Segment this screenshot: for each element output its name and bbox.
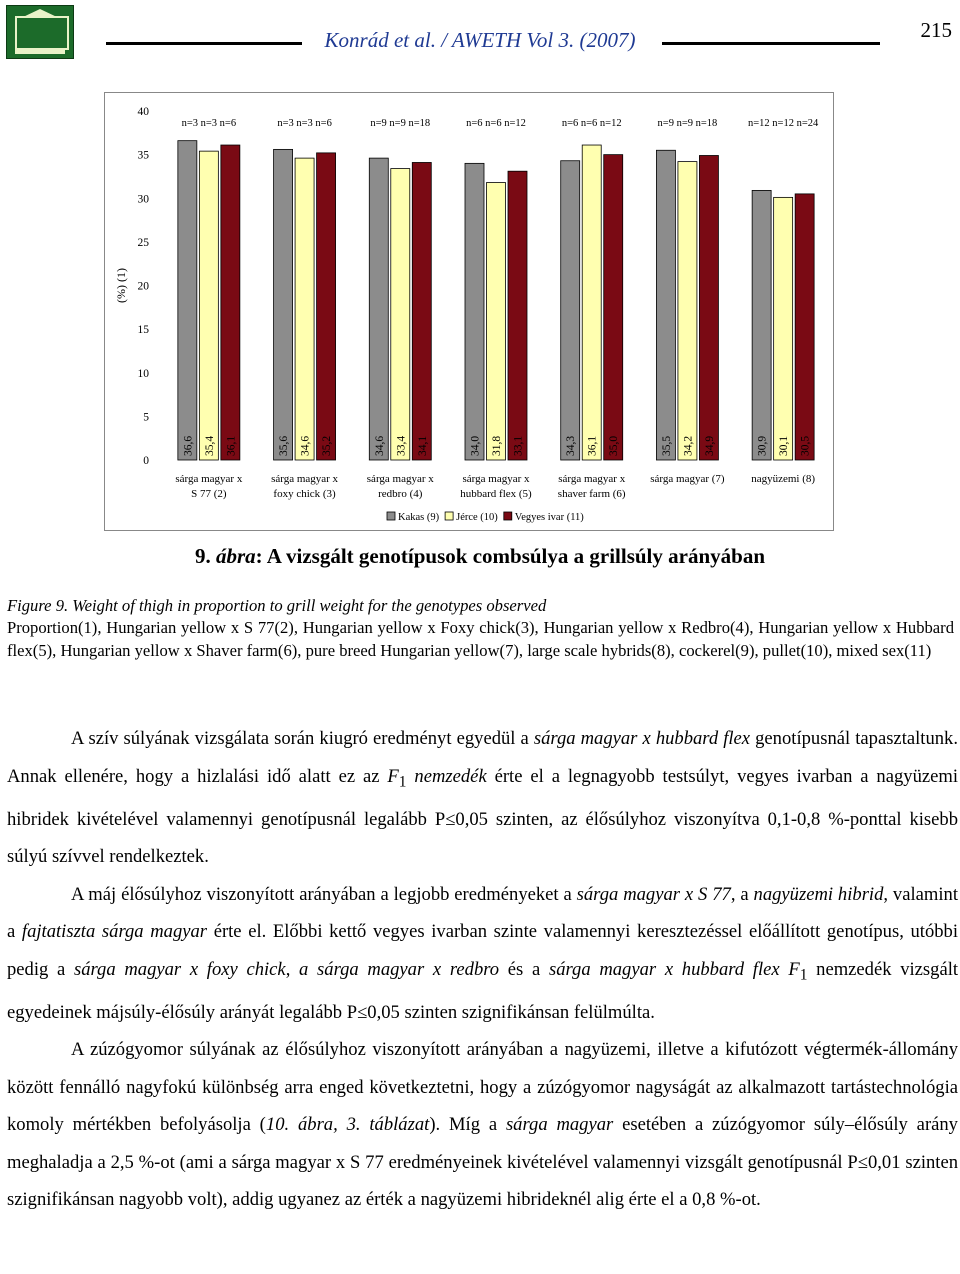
y-tick-label: 5: [143, 411, 149, 424]
bar: [178, 141, 197, 460]
data-label: 35,2: [321, 435, 334, 456]
data-label: 30,5: [799, 435, 812, 456]
n-label: n=6 n=6 n=12: [561, 118, 622, 129]
body-text: [7, 720, 958, 1219]
bar: [774, 197, 793, 460]
data-label: 34,3: [565, 435, 578, 456]
data-label: 36,1: [225, 435, 238, 456]
category-label: S 77 (2): [191, 488, 227, 500]
n-label: n=9 n=9 n=18: [370, 118, 431, 129]
data-label: 33,1: [512, 435, 525, 456]
bar: [199, 151, 218, 460]
bar: [274, 149, 293, 460]
y-tick-label: 10: [137, 367, 149, 380]
y-tick-label: 0: [143, 455, 149, 467]
bar: [795, 194, 814, 460]
n-label: n=12 n=12 n=24: [748, 118, 819, 129]
paragraph-2: A máj élősúlyhoz viszonyított arányában a legjobb eredményeket a sárga magyar x S 77, a nagyüzemi hibrid, valamint a fajtatiszta sárga magyar érte el. Előbbi kettő vegyes ivarban szinte valamennyi keresztezéssel előállított genotípus, utóbbi pedig a sárga magyar x foxy chick, a sárga magyar x redbro és a sárga magyar x hubbard flex $F_1$ nemzedék vizsgált egyedeinek májsúly-élősúly arányát legalább P≤0,05 szinten szignifikánsan felülmúlta.: [7, 883, 959, 1023]
n-label: n=9 n=9 n=18: [657, 118, 718, 129]
bar: [221, 145, 240, 460]
bar: [412, 162, 431, 460]
bar: [317, 153, 336, 460]
legend-label: Kakas (9): [398, 512, 440, 523]
figure-number: 9.: [194, 544, 211, 568]
y-tick-label: 20: [137, 280, 149, 293]
category-label: shaver farm (6): [557, 488, 626, 500]
figure-abra: ábra: [215, 544, 256, 568]
bar: [561, 161, 580, 460]
category-label: sárga magyar x: [366, 473, 434, 485]
data-label: 36,1: [586, 435, 599, 456]
legend-label: Vegyes ivar (11): [514, 512, 584, 523]
n-label: n=6 n=6 n=12: [466, 118, 526, 129]
bar: [582, 145, 601, 460]
data-label: 34,2: [682, 435, 695, 456]
data-label: 35,4: [203, 435, 216, 456]
n-label: n=3 n=3 n=6: [277, 118, 332, 129]
category-label: sárga magyar x: [462, 473, 530, 485]
legend-swatch: [445, 512, 453, 520]
data-label: 34,1: [416, 435, 429, 456]
y-tick-label: 40: [137, 106, 149, 118]
figure-caption-text: : A vizsgált genotípusok combsúlya a grillsúly arányában: [255, 544, 766, 568]
legend-swatch: [387, 512, 395, 520]
category-label: nagyüzemi (8): [751, 473, 816, 485]
bar: [391, 169, 410, 460]
bar: [369, 158, 388, 460]
category-label: foxy chick (3): [273, 488, 336, 500]
data-label: 35,0: [608, 435, 621, 456]
bar: [465, 163, 484, 460]
running-header: Konrád et al. / AWETH Vol 3. (2007): [324, 28, 636, 52]
figure-caption-english-legend: Proportion(1), Hungarian yellow x S 77(2), Hungarian yellow x Foxy chick(3), Hungarian yellow x Redbro(4), Hungarian yellow x Hubbard flex(5), Hungarian yellow x Shaver farm(6), pure breed Hungarian yellow(7), large scale hybrids(8), cockerel(9), pullet(10), mixed sex(11): [7, 618, 954, 660]
data-label: 31,8: [491, 435, 503, 456]
data-label: 33,4: [395, 435, 408, 456]
data-label: 34,9: [703, 435, 716, 456]
category-label: redbro (4): [378, 488, 423, 500]
y-tick-label: 30: [137, 193, 149, 206]
data-label: 34,0: [469, 435, 482, 456]
bar: [487, 183, 506, 460]
bar-chart: [105, 93, 833, 530]
figure-caption-hungarian: [0, 544, 960, 569]
category-label: sárga magyar (7): [650, 473, 725, 485]
legend-swatch: [504, 512, 512, 520]
data-label: 34,6: [299, 435, 312, 456]
category-label: sárga magyar x: [175, 473, 243, 485]
y-tick-label: 25: [137, 236, 149, 249]
bar: [678, 162, 697, 460]
paragraph-3: A zúzógyomor súlyának az élősúlyhoz viszonyított arányában a nagyüzemi, illetve a kifutózott végtermék-állomány között fennálló nagyfokú különbség arra enged következtetni, hogy a zúzógyomor nagyságát az alkalmazott tartástechnológia komoly mértékben befolyásolja (10. ábra, 3. táblázat). Míg a sárga magyar esetében a zúzógyomor súly–élősúly arány meghaladja a 2,5 %-ot (ami a sárga magyar x S 77 eredményeinek kivételével valamennyi vizsgált genotípusnál P≤0,01 szinten szignifikánsan nagyobb volt), addig ugyanez az érték a nagyüzemi hibrideknél alig érte el a 0,8 %-ot.: [7, 1039, 958, 1211]
category-label: sárga magyar x: [271, 473, 339, 485]
bar: [699, 155, 718, 460]
bar: [752, 190, 771, 460]
y-axis-label: (%) (1): [114, 268, 128, 303]
bar: [656, 150, 675, 460]
data-label: 30,9: [756, 435, 769, 456]
figure-caption-english-title: Figure 9. Weight of thigh in proportion to grill weight for the genotypes observed: [7, 596, 547, 615]
category-label: sárga magyar x: [558, 473, 626, 485]
bar: [604, 155, 623, 460]
data-label: 36,6: [182, 435, 195, 456]
category-label: hubbard flex (5): [460, 488, 532, 500]
legend-label: Jérce (10): [456, 512, 498, 523]
y-tick-label: 35: [137, 149, 149, 162]
chart-frame: [104, 92, 834, 531]
data-label: 35,5: [660, 435, 673, 456]
data-label: 35,6: [278, 435, 291, 456]
paragraph-1: A szív súlyának vizsgálata során kiugró eredményt egyedül a sárga magyar x hubbard flex genotípusnál tapasztaltunk. Annak ellenére, hogy a hizlalási idő alatt ez az $F_1$ nemzedék érte el a legnagyobb testsúlyt, vegyes ivarban a nagyüzemi hibridek kivételével valamennyi genotípusnál legalább P≤0,05 szinten, az élősúlyhoz viszonyítva 0,1-0,8 %-ponttal kisebb súlyú szívvel rendelkeztek.: [7, 728, 959, 868]
bar: [508, 171, 527, 460]
data-label: 30,1: [778, 435, 791, 456]
data-label: 34,6: [373, 435, 386, 456]
page-number: 215: [920, 18, 952, 42]
bar: [295, 158, 314, 460]
n-label: n=3 n=3 n=6: [181, 118, 237, 129]
y-tick-label: 15: [137, 324, 149, 337]
